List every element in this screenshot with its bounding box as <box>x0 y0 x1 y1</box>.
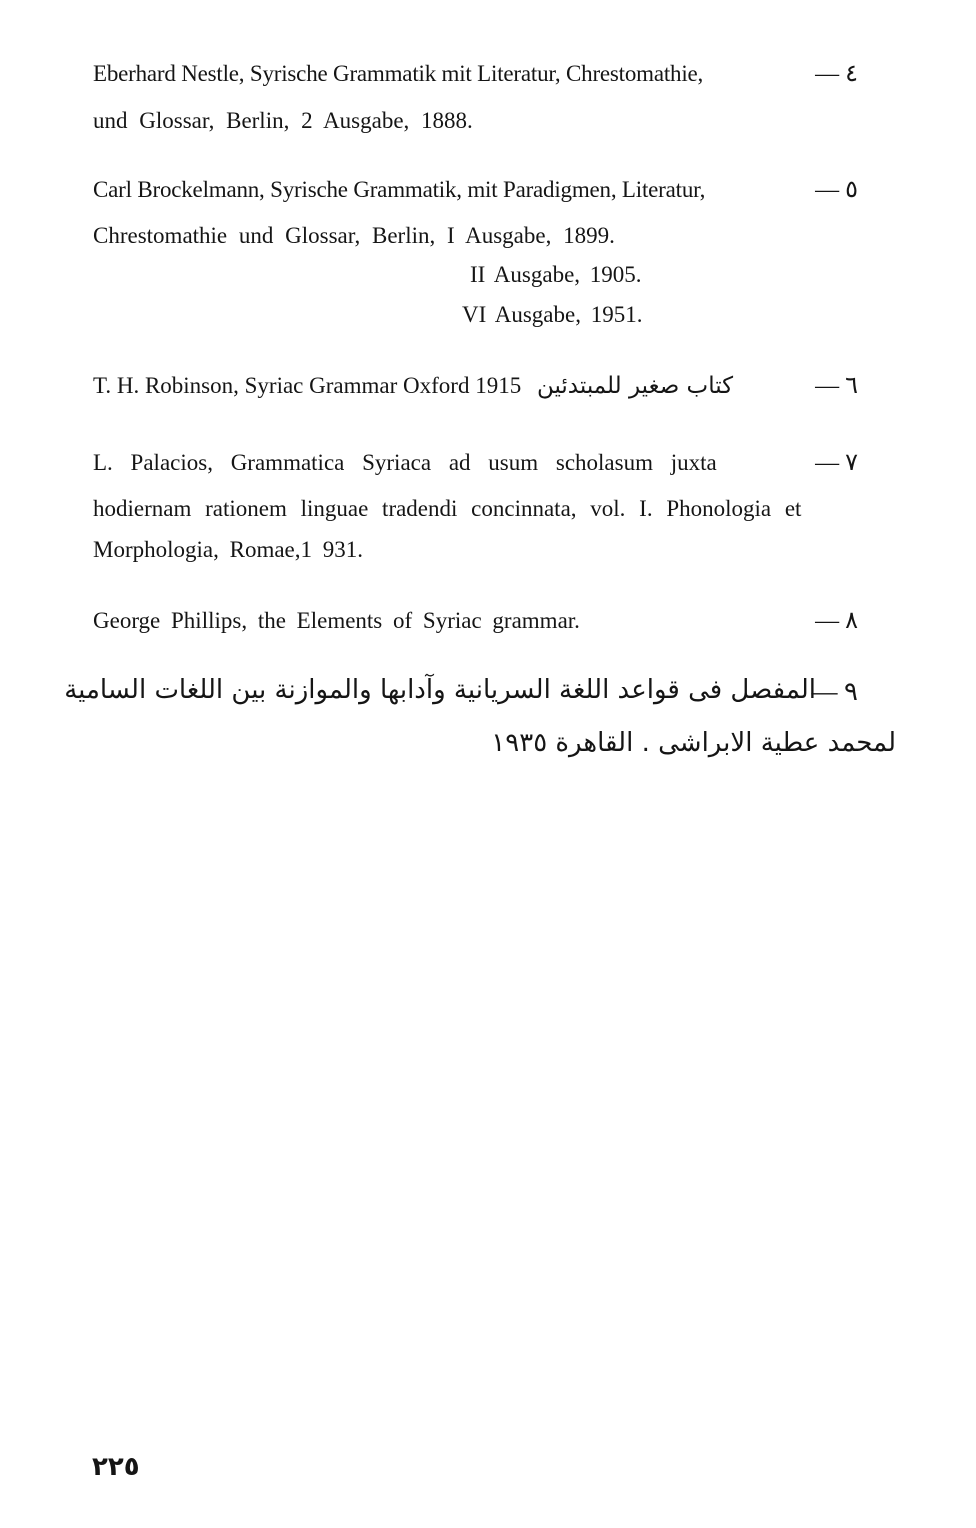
entry-9-line-1 <box>64 672 816 708</box>
entry-5-line-1-text: Carl Brockelmann, Syrische Grammatik, mit Paradigmen, Literatur, <box>93 177 706 202</box>
entry-4-line-2 <box>93 107 473 135</box>
entry-7-number: ٧ — <box>815 450 858 476</box>
entry-9-line-2-text: لمحمد عطية الابراشى . القاهرة ١٩٣٥ <box>491 728 896 758</box>
entry-9-line-1-text: المفصل فى قواعد اللغة السريانية وآدابها والموازنة بين اللغات السامية <box>64 675 816 705</box>
entry-4-line-1-text: Eberhard Nestle, Syrische Grammatik mit Literatur, Chrestomathie, <box>93 61 704 86</box>
entry-9-line-2 <box>491 725 896 761</box>
entry-5-line-4 <box>462 301 642 329</box>
entry-6-latin-text: T. H. Robinson, Syriac Grammar Oxford 1915 <box>93 373 522 398</box>
entry-4-number: ٤ — <box>815 61 858 87</box>
entry-7-line-3 <box>93 536 363 564</box>
entry-7-line-3-text: Morphologia, Romae,1 931. <box>93 537 363 562</box>
entry-5-line-2-text: Chrestomathie und Glossar, Berlin, I Ausgabe, 1899. <box>93 223 615 248</box>
entry-6-arabic-text: كتاب صغير للمبتدئين <box>536 373 734 399</box>
entry-7-line-2 <box>93 495 801 523</box>
entry-8-line-1-text: George Phillips, the Elements of Syriac grammar. <box>93 608 580 633</box>
entry-5-line-3-text: II Ausgabe, 1905. <box>470 262 642 287</box>
entry-8-number: ٨ — <box>815 608 858 634</box>
entry-9-number: ٩ — <box>811 677 858 706</box>
entry-7-line-1 <box>93 449 793 477</box>
entry-5-line-4-text: VI Ausgabe, 1951. <box>462 302 643 327</box>
entry-5-line-1 <box>93 176 705 204</box>
entry-6-line-1 <box>93 372 733 400</box>
entry-6-number: ٦ — <box>815 373 858 399</box>
entry-5-line-3 <box>470 261 642 289</box>
entry-8-line-1 <box>93 607 580 635</box>
entry-7-line-1-text: L. Palacios, Grammatica Syriaca ad usum scholasum juxta <box>93 450 717 475</box>
page-number: ٢٢٥ <box>92 1452 140 1482</box>
entry-4-line-1 <box>93 60 805 88</box>
entry-4-line-2-text: und Glossar, Berlin, 2 Ausgabe, 1888. <box>93 108 473 133</box>
entry-5-line-2 <box>93 222 615 250</box>
entry-5-number: ٥ — <box>815 177 858 203</box>
entry-7-line-2-text: hodiernam rationem linguae tradendi concinnata, vol. I. Phonologia et <box>93 496 802 521</box>
